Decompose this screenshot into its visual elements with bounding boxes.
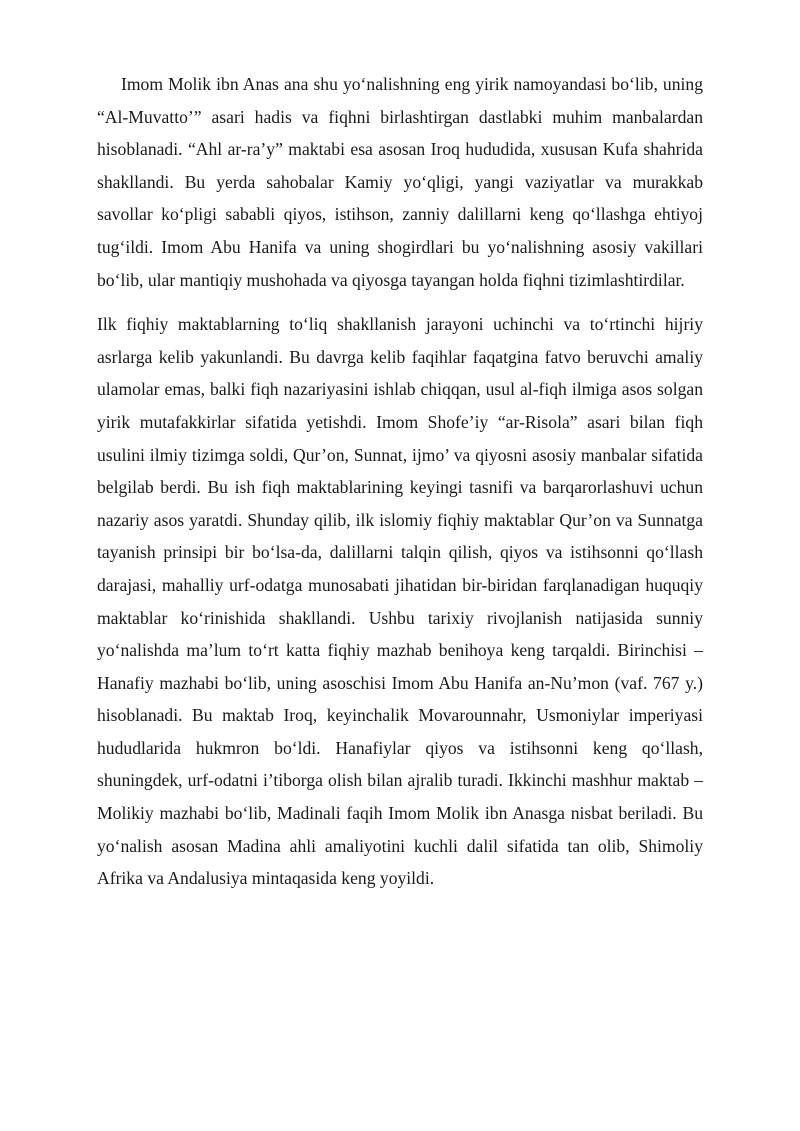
paragraph-1: Imom Molik ibn Anas ana shu yo‘nalishning eng yirik namoyandasi bo‘lib, uning “Al-Muvatto’” asari hadis va fiqhni birlashtirgan dastlabki muhim manbalardan hisoblanadi. “Ahl ar-ra’y” maktabi esa asosan Iroq hududida, xususan Kufa shahrida shakllandi. Bu yerda sahobalar Kamiy yo‘qligi, yangi vaziyatlar va murakkab savollar ko‘pligi sababli qiyos, istihson, zanniy dalillarni keng qo‘llashga ehtiyoj tug‘ildi. Imom Abu Hanifa va uning shogirdlari bu yo‘nalishning asosiy vakillari bo‘lib, ular mantiqiy mushohada va qiyosga tayangan holda fiqhni tizimlashtirdilar. [97,74,703,290]
paragraph-2: Ilk fiqhiy maktablarning to‘liq shakllanish jarayoni uchinchi va to‘rtinchi hijriy asrlarga kelib yakunlandi. Bu davrga kelib faqihlar faqatgina fatvo beruvchi amaliy ulamolar emas, balki fiqh nazariyasini ishlab chiqqan, usul al-fiqh ilmiga asos solgan yirik mutafakkirlar sifatida yetishdi. Imom Shofe’iy “ar-Risola” asari bilan fiqh usulini ilmiy tizimga soldi, Qur’on, Sunnat, ijmo’ va qiyosni asosiy manbalar sifatida belgilab berdi. Bu ish fiqh maktablarining keyingi tasnifi va barqarorlashuvi uchun nazariy asos yaratdi. Shunday qilib, ilk islomiy fiqhiy maktablar Qur’on va Sunnatga tayanish prinsipi bir bo‘lsa-da, dalillarni talqin qilish, qiyos va istihsonni qo‘llash darajasi, mahalliy urf-odatga munosabati jihatidan bir-biridan farqlanadigan huquqiy maktablar ko‘rinishida shakllandi. Ushbu tarixiy rivojlanish natijasida sunniy yo‘nalishda ma’lum to‘rt katta fiqhiy mazhab benihoya keng tarqaldi. Birinchisi – Hanafiy mazhabi bo‘lib, uning asoschisi Imom Abu Hanifa an-Nu’mon (vaf. 767 y.) hisoblanadi. Bu maktab Iroq, keyinchalik Movarounnahr, Usmoniylar imperiyasi hududlarida hukmron bo‘ldi. Hanafiylar qiyos va istihsonni keng qo‘llash, shuningdek, urf-odatni i’tiborga olish bilan ajralib turadi. Ikkinchi mashhur maktab – Molikiy mazhabi bo‘lib, Madinali faqih Imom Molik ibn Anasga nisbat beriladi. Bu yo‘nalish asosan Madina ahli amaliyotini kuchli dalil sifatida tan olib, Shimoliy Afrika va Andalusiya mintaqasida keng yoyildi. [97,314,703,889]
document-page [97,68,703,895]
